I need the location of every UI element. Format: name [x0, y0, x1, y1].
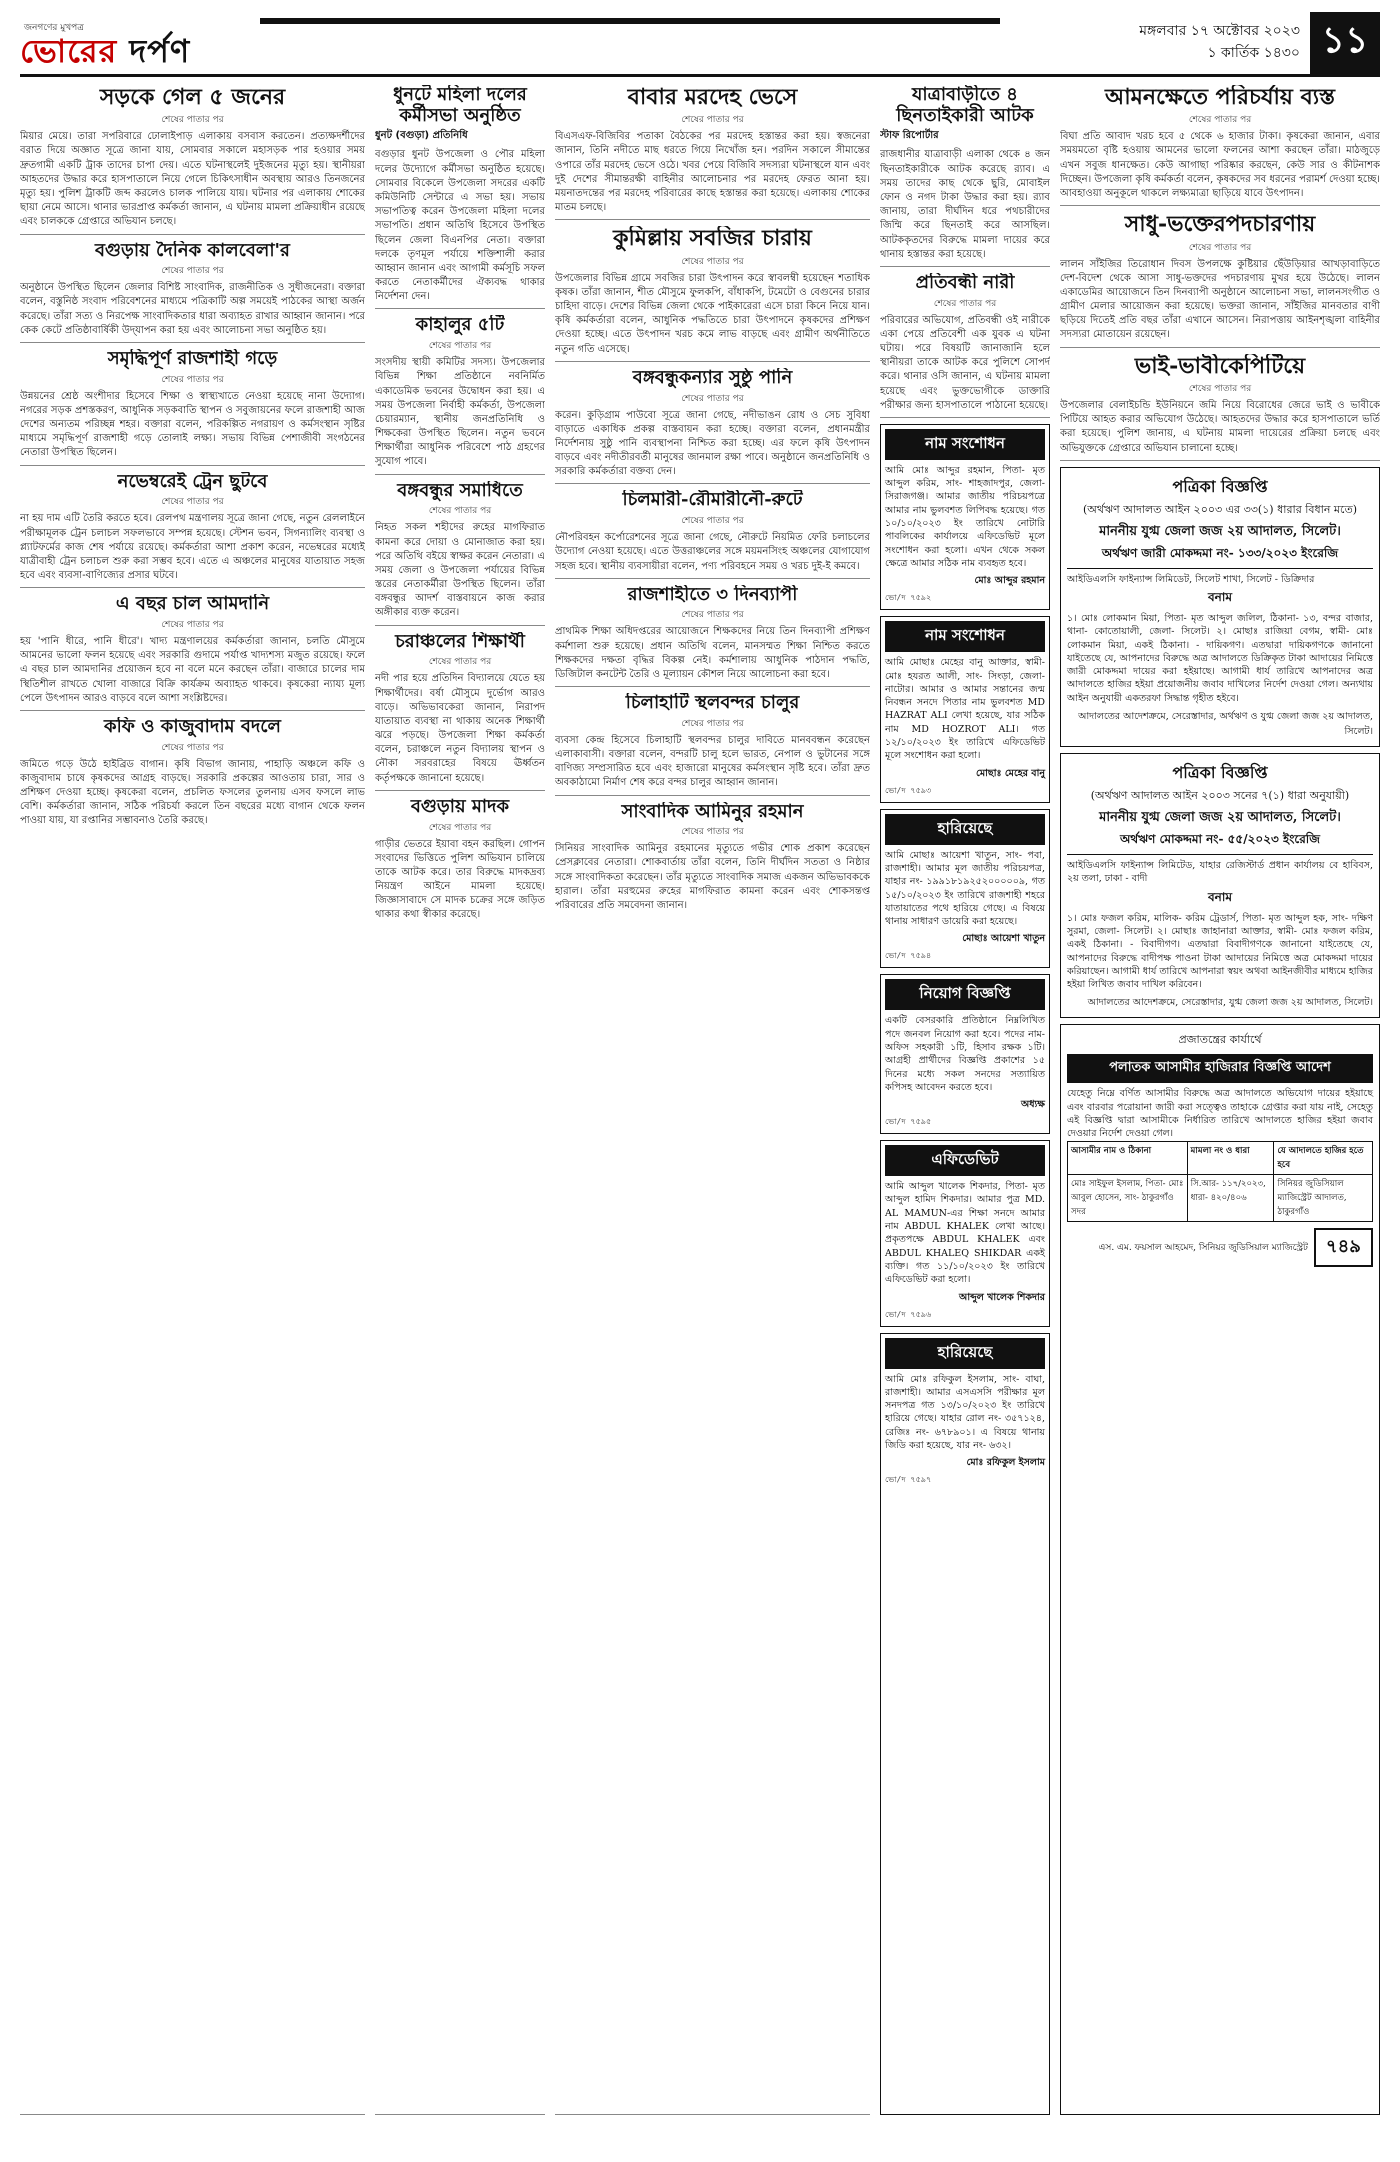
case-number: অর্থঋণ জারী মোকদ্দমা নং- ১৩৩/২০২৩ ইংরেজি — [1067, 545, 1373, 569]
continuation-note: শেষের পাতার পর — [161, 115, 224, 126]
notice-signature: আব্দুল খালেক শিকদার — [959, 1291, 1045, 1303]
court-notice-law: (অর্থঋণ আদালত আইন ২০০৩ এর ৩৩(১) ধারার বিধান মতে) — [1083, 502, 1357, 516]
story-body: লালন সাঁইজির তিরোধান দিবস উপলক্ষে কুষ্টিয়ার ছেঁউড়িয়ার আখড়াবাড়িতে দেশ-বিদেশ থেকে আসা সাধু-ভক্তদের পদচারণায় মুখর হয়ে উঠেছে। লালন একাডেমির আয়োজনে তিন দিনব্যাপী অনুষ্ঠানে আলোচনা সভা, লালনসংগীত ও গ্রামীণ মেলার আয়োজন করা হয়েছে। ভক্তরা জানান, সাঁইজির মানবতার বাণী ছড়িয়ে দিতেই প্রতি বছর তাঁরা এখানে আসেন। নিরাপত্তায় আইনশৃঙ্খলা বাহিনীর সদস্যরা মোতায়েন রয়েছেন। — [1060, 258, 1380, 341]
story-body: রাজধানীর যাত্রাবাড়ী এলাকা থেকে ৪ জন ছিনতাইকারীকে আটক করেছে র‍্যাব। এ সময় তাদের কাছ থেকে ছুরি, মোবাইল ফোন ও নগদ টাকা উদ্ধার করা হয়। র‍্যাব জানায়, তারা দীর্ঘদিন ধরে পথচারীদের জিম্মি করে ছিনতাই করে আসছিল। আটককৃতদের বিরুদ্ধে মামলা দায়ের করে থানায় হস্তান্তর করা হয়েছে। — [880, 149, 1050, 260]
headline: বগুড়ায় দৈনিক কালবেলা'র — [95, 240, 290, 261]
story-body: উপজেলার বেলাইচন্ডি ইউনিয়নে জমি নিয়ে বিরোধের জেরে ভাই ও ভাবীকে পিটিয়ে আহত করার অভিযোগ উঠেছে। আহতদের উদ্ধার করে হাসপাতালে ভর্তি করা হয়েছে। পুলিশ জানায়, এ ঘটনায় মামলা দায়েরের প্রক্রিয়া চলছে এবং অভিযুক্তকে গ্রেপ্তারে অভিযান চালানো হচ্ছে। — [1060, 399, 1380, 454]
notice-signature: মোছাঃ আয়েশা খাতুন — [962, 933, 1045, 945]
notice-body: আমি মোঃ রফিকুল ইসলাম, সাং- বাঘা, রাজশাহী। আমার এসএসসি পরীক্ষার মূল সনদপত্র গত ১৩/১০/২০২৩ ইং তারিখে হারিয়ে গেছে। যাহার রোল নং- ৩৫৭১২৪, রেজিঃ নং- ৬৭৮৯০১। এ বিষয়ে থানায় জিডি করা হয়েছে, যার নং- ৬৩২। — [885, 1373, 1045, 1452]
ad-code: ভো/দ ৭৫৯৫ — [885, 1117, 932, 1127]
story-body: পরিবারের অভিযোগ, প্রতিবন্ধী ওই নারীকে একা পেয়ে প্রতিবেশী এক যুবক এ ঘটনা ঘটায়। পরে বিষয়টি জানাজানি হলে স্থানীয়রা তাকে আটক করে পুলিশে সোপর্দ করে। থানার ওসি জানান, এ ঘটনায় মামলা হয়েছে এবং ভুক্তভোগীকে ডাক্তারি পরীক্ষার জন্য হাসপাতালে পাঠানো হয়েছে। — [880, 314, 1050, 411]
news-story — [375, 797, 545, 2115]
table-header: মামলা নং ও ধারা — [1187, 1141, 1274, 1174]
summons-footer — [1067, 1228, 1373, 1267]
news-story — [555, 802, 870, 2115]
story-body: জমিতে গড়ে উঠে হাইব্রিড বাগান। কৃষি বিভাগ জানায়, পাহাড়ি অঞ্চলে কফি ও কাজুবাদাম চাষে কৃষকদের আগ্রহ বাড়ছে। সরকারি প্রকল্পের আওতায় চারা, সার ও প্রশিক্ষণ দেওয়া হচ্ছে। কৃষকেরা বলেন, প্রচলিত ফসলের তুলনায় এসব ফসলে লাভ বেশি। কর্মকর্তারা জানান, সঠিক পরিচর্যা করলে তিন বছরের মধ্যে বাগান থেকে ফলন পাওয়া যায়, যা রপ্তানির সম্ভাবনাও তৈরি করছে। — [20, 758, 365, 827]
news-story — [1060, 354, 1380, 461]
table-header-row — [1068, 1141, 1373, 1174]
headline: সাংবাদিক আমিনুর রহমান — [621, 801, 804, 822]
issue-date — [1000, 12, 1310, 74]
news-story — [20, 717, 365, 2115]
plaintiff: আইডিএলসি ফাইন্যান্স লিমিডেট, সিলেট শাখা, সিলেট - ডিক্রিদার — [1067, 573, 1315, 585]
headline: ধুনটে মহিলা দলের কর্মীসভা অনুষ্ঠিত — [393, 85, 527, 126]
continuation-note: শেষের পাতার পর — [681, 718, 744, 729]
logo-accent: দর্পণ — [129, 31, 191, 70]
continuation-note: শেষের পাতার পর — [681, 516, 744, 527]
court-notice-law: (অর্থঋণ আদালত আইন ২০০৩ সনের ৭(১) ধারা অনুযায়ী) — [1090, 789, 1350, 803]
news-story — [20, 594, 365, 711]
court-notice-title: পত্রিকা বিজ্ঞপ্তি — [1172, 763, 1268, 783]
continuation-note: শেষের পাতার পর — [161, 374, 224, 385]
headline: কফি ও কাজুবাদাম বদলে — [104, 716, 281, 737]
classified-notice — [880, 974, 1050, 1134]
notice-signature: মোছাঃ মেহের বানু — [976, 767, 1045, 779]
headline: চরাঞ্চলের শিক্ষার্থী — [395, 631, 525, 652]
summons-court-line: প্রজাতন্ত্রের কার্যার্থে — [1178, 1033, 1262, 1047]
news-story — [555, 490, 870, 578]
headline: আমনক্ষেতে পরিচর্যায় ব্যস্ত — [1105, 85, 1335, 110]
page-number: ১১ — [1310, 12, 1380, 74]
summons-heading: পলাতক আসামীর হাজিরার বিজ্ঞপ্তি আদেশ — [1067, 1054, 1373, 1083]
column-2 — [375, 85, 545, 2115]
masthead-rule — [260, 18, 1000, 74]
continuation-note: শেষের পাতার পর — [681, 827, 744, 838]
story-body: অনুষ্ঠানে উপস্থিত ছিলেন জেলার বিশিষ্ট সাংবাদিক, রাজনীতিক ও সুধীজনেরা। বক্তারা বলেন, বস্তুনিষ্ঠ সংবাদ পরিবেশনের মাধ্যমে পত্রিকাটি অল্প সময়েই পাঠকের আস্থা অর্জন করেছে। তাঁরা সত্য ও নিরপেক্ষ সাংবাদিকতার ধারা অব্যাহত রাখার আহ্বান জানান। পরে কেক কেটে প্রতিষ্ঠাবার্ষিকী উদ্‌যাপন করা হয় এবং আলোচনা সভা অনুষ্ঠিত হয়। — [20, 282, 365, 336]
table-cell: সিনিয়র জুডিসিয়াল ম্যাজিস্ট্রেট আদালত, ঠাকুরগাঁও — [1274, 1174, 1373, 1221]
news-story — [555, 226, 870, 361]
story-body: হয় 'পানি ধীরে, পানি ধীরে'। খাদ্য মন্ত্রণালয়ের কর্মকর্তারা জানান, চলতি মৌসুমে আমনের ভালো ফলন হয়েছে এবং সরকারি গুদামে পর্যাপ্ত খাদ্যশস্য মজুত রয়েছে। ফলে এ বছর চাল আমদানির প্রয়োজন হবে না বলে মনে করছেন তাঁরা। বাজারে চালের দাম স্থিতিশীল রাখতে খোলা বাজারে বিক্রি কার্যক্রম অব্যাহত থাকবে। কৃষকেরা ন্যায্য মূল্য পেলে উৎপাদন আরও বাড়বে বলে আশা সংশ্লিষ্টদের। — [20, 635, 365, 704]
continuation-note: শেষের পাতার পর — [428, 657, 492, 668]
newspaper-logo — [20, 31, 260, 70]
notice-body: আমি মোছাঃ আয়েশা খাতুন, সাং- পবা, রাজশাহী। আমার মূল জাতীয় পরিচয়পত্র, যাহার নং- ১৯৯১৮১৯২৫২০০০০০৯, গত ১৫/১০/২০২৩ ইং তারিখে রাজশাহী শহরে যাতায়াতের পথে হারিয়ে গেছে। এ বিষয়ে থানায় সাধারণ ডায়েরি করা হয়েছে। — [885, 849, 1045, 928]
court-notice-body: ১। মোঃ ফজল করিম, মালিক- করিম ট্রেডার্স, পিতা- মৃত আব্দুল হক, সাং- দক্ষিণ সুরমা, জেলা- সিলেট। ২। মোছাঃ জাহানারা আক্তার, স্বামী- মোঃ ফজল করিম, একই ঠিকানা। - বিবাদীগণ। এতদ্বারা বিবাদীগণকে জানানো যাইতেছে যে, আপনাদের বিরুদ্ধে বাদীপক্ষ পাওনা টাকা আদায়ের নিমিত্তে অত্র মোকদ্দমা দায়ের করিয়াছেন। আগামী ধার্য তারিখে আপনারা স্বয়ং অথবা আইনজীবীর মাধ্যমে হাজির হইয়া লিখিত জবাব দাখিল করিবেন। — [1067, 912, 1373, 991]
news-story — [880, 85, 1050, 267]
headline: এ বছর চাল আমদানি — [115, 594, 270, 615]
headline: চিলাহাটি স্থলবন্দর চালুর — [625, 693, 800, 714]
case-number: অর্থঋণ মোকদ্দমা নং- ৫৫/২০২৩ ইংরেজি — [1067, 831, 1373, 855]
continuation-note: শেষের পাতার পর — [161, 619, 224, 630]
classified-notice — [880, 1140, 1050, 1326]
news-story — [555, 368, 870, 485]
notice-heading: নিয়োগ বিজ্ঞপ্তি — [885, 979, 1045, 1010]
court-notice-body: ১। মোঃ লোকমান মিয়া, পিতা- মৃত আব্দুল জলিল, ঠিকানা- ১৩, বন্দর বাজার, থানা- কোতোয়ালী, জেলা- সিলেট। ২। মোছাঃ রাজিয়া বেগম, স্বামী- মোঃ লোকমান মিয়া, একই ঠিকানা। - দায়িকগণ। এতদ্বারা দায়িকগণকে জানানো যাইতেছে যে, আপনাদের বিরুদ্ধে অত্র আদালতে ডিক্রিকৃত টাকা আদায়ের নিমিত্তে জারী মোকদ্দমা দায়ের করা হইয়াছে। আগামী ধার্য তারিখে আপনাদের অত্র আদালতে হাজির হইয়া প্রয়োজনীয় জবাব দাখিলের নির্দেশ দেওয়া গেল। অন্যথায় আইন অনুযায়ী একতরফা সিদ্ধান্ত গৃহীত হইবে। — [1067, 613, 1373, 704]
ad-code: ভো/দ ৭৫৯৪ — [885, 951, 932, 961]
ad-code: ভো/দ ৭৫৯৭ — [885, 1475, 932, 1485]
headline: সড়কে গেল ৫ জনের — [99, 85, 286, 110]
story-body: প্রাথমিক শিক্ষা অধিদপ্তরের আয়োজনে শিক্ষকদের নিয়ে তিন দিনব্যাপী প্রশিক্ষণ কর্মশালা শুরু হয়েছে। প্রধান অতিথি বলেন, মানসম্মত শিক্ষা নিশ্চিত করতে শিক্ষকদের দক্ষতা বৃদ্ধির বিকল্প নেই। কর্মশালায় আধুনিক পাঠদান পদ্ধতি, ডিজিটাল কনটেন্ট তৈরি ও মূল্যায়ন কৌশল নিয়ে আলোচনা করা হবে। — [555, 626, 870, 680]
ad-code: ভো/দ ৭৫৯২ — [885, 593, 932, 603]
classified-notice — [880, 1333, 1050, 2115]
column-1 — [20, 85, 365, 2115]
absconding-accused-notice — [1060, 1024, 1380, 2115]
accused-table — [1067, 1141, 1373, 1222]
news-story — [880, 273, 1050, 418]
story-body: গাড়ীর ভেতরে ইয়াবা বহন করছিল। গোপন সংবাদের ভিত্তিতে পুলিশ অভিযান চালিয়ে তাকে আটক করে। তার বিরুদ্ধে মাদকদ্রব্য নিয়ন্ত্রণ আইনে মামলা হয়েছে। জিজ্ঞাসাবাদে সে মাদক চক্রের সঙ্গে জড়িত থাকার কথা স্বীকার করেছে। — [375, 838, 545, 921]
table-header: যে আদালতে হাজির হতে হবে — [1274, 1141, 1373, 1174]
headline: যাত্রাবাড়ীতে ৪ ছিনতাইকারী আটক — [896, 85, 1034, 126]
continuation-note: শেষের পাতার পর — [1188, 383, 1252, 394]
versus-label: বনাম — [1208, 889, 1232, 904]
news-story — [375, 481, 545, 626]
court-notice-signature: আদালতের আদেশক্রমে, সেরেস্তাদার, যুগ্ম জেলা জজ ২য় আদালত, সিলেট। — [1087, 997, 1373, 1009]
news-story — [375, 315, 545, 474]
continuation-note: শেষের পাতার পর — [1188, 115, 1252, 126]
plaintiff: আইডিএলসি ফাইন্যান্স লিমিটেড, যাহার রেজিস্টার্ড প্রধান কার্যালয় বে হাবিবস, ২য় তলা, ঢাকা - বাদী — [1067, 860, 1373, 885]
summons-signature: এস. এম. ফয়সাল আহমেদ, সিনিয়র জুডিসিয়াল ম্যাজিস্ট্রেট — [1098, 1242, 1308, 1253]
continuation-note: শেষের পাতার পর — [681, 393, 744, 404]
story-body: ব্যবসা কেন্দ্র হিসেবে চিলাহাটি স্থলবন্দর চালুর দাবিতে মানববন্ধন করেছেন এলাকাবাসী। বক্তারা বলেন, বন্দরটি চালু হলে ভারত, নেপাল ও ভুটানের সঙ্গে বাণিজ্য সম্প্রসারিত হবে এবং হাজারো মানুষের কর্মসংস্থান সৃষ্টি হবে। তাঁরা দ্রুত অবকাঠামো নির্মাণ শেষ করে বন্দর চালুর আহ্বান জানান। — [555, 734, 870, 789]
news-story — [20, 472, 365, 589]
court-notice-title: পত্রিকা বিজ্ঞপ্তি — [1172, 476, 1268, 496]
headline: নভেম্বরেই ট্রেন ছুটবে — [117, 471, 268, 492]
ad-code: ভো/দ ৭৫৯৩ — [885, 785, 932, 795]
continuation-note: শেষের পাতার পর — [428, 506, 492, 517]
continuation-note: শেষের পাতার পর — [681, 115, 744, 126]
story-body: নিহত সকল শহীদের রুহের মাগফিরাত কামনা করে দোয়া ও মোনাজাত করা হয়। পরে অতিথি বইয়ে স্বাক্ষর করেন নেতারা। এ সময় জেলা ও উপজেলা পর্যায়ের বিভিন্ন স্তরের নেতাকর্মীরা উপস্থিত ছিলেন। তাঁরা বঙ্গবন্ধুর আদর্শ বাস্তবায়নে কাজ করার অঙ্গীকার ব্যক্ত করেন। — [375, 522, 545, 619]
headline: চিলমারী-রৌমারীনৌ-রুটে — [622, 490, 803, 511]
story-body: উপজেলার বিভিন্ন গ্রামে সবজির চারা উৎপাদন করে স্বাবলম্বী হয়েছেন শতাধিক কৃষক। তাঁরা জানান, শীত মৌসুমে ফুলকপি, বাঁধাকপি, টমেটো ও বেগুনের চারার চাহিদা বাড়ে। দেশের বিভিন্ন জেলা থেকে পাইকারেরা এসে চারা কিনে নিয়ে যান। কৃষি কর্মকর্তারা বলেন, আধুনিক পদ্ধতিতে চারা উৎপাদনে কৃষকদের প্রশিক্ষণ দেওয়া হচ্ছে। এতে উৎপাদন খরচ কমে লাভ বাড়ছে এবং গ্রামীণ অর্থনীতিতে নতুন গতি এসেছে। — [555, 272, 870, 355]
news-story — [20, 241, 365, 343]
table-cell: সি.আর- ১১৭/২০২৩, ধারা- ৪২০/৪০৬ — [1187, 1174, 1274, 1221]
story-body: উন্নয়নের শ্রেষ্ঠ অংশীদার হিসেবে শিক্ষা ও স্বাস্থ্যখাতে নেওয়া হয়েছে নানা উদ্যোগ। নগরের সড়ক প্রশস্তকরণ, আধুনিক সড়কবাতি স্থাপন ও সবুজায়নের ফলে রাজশাহী আজ দেশের অন্যতম পরিচ্ছন্ন শহর। বক্তারা বলেন, পরিকল্পিত নগরায়ণ ও কর্মসংস্থান সৃষ্টির মাধ্যমে সমৃদ্ধিপূর্ণ রাজশাহী গড়ে তোলাই লক্ষ্য। সভায় বিভিন্ন পেশাজীবী সংগঠনের নেতারা উপস্থিত ছিলেন। — [20, 390, 365, 459]
news-story — [1060, 212, 1380, 347]
notice-heading: নাম সংশোধন — [885, 429, 1045, 460]
story-body: নদী পার হয়ে প্রতিদিন বিদ্যালয়ে যেতে হয় শিক্ষার্থীদের। বর্ষা মৌসুমে দুর্ভোগ আরও বাড়ে। অভিভাবকেরা জানান, নিরাপদ যাতায়াত ব্যবস্থা না থাকায় অনেক শিক্ষার্থী ঝরে পড়ছে। উপজেলা শিক্ষা কর্মকর্তা বলেন, চরাঞ্চলে নতুন বিদ্যালয় স্থাপন ও নৌকা সরবরাহের বিষয়ে ঊর্ধ্বতন কর্তৃপক্ষকে জানানো হয়েছে। — [375, 673, 545, 784]
story-body: বগুড়ার ধুনট উপজেলা ও পৌর মহিলা দলের উদ্যোগে কর্মীসভা অনুষ্ঠিত হয়েছে। সোমবার বিকেলে উপজেলা সদরের একটি কমিউনিটি সেন্টারে এ সভা হয়। সভায় সভাপতিত্ব করেন উপজেলা মহিলা দলের সভাপতি। প্রধান অতিথি হিসেবে উপস্থিত ছিলেন জেলা বিএনপির নেতা। বক্তারা দলকে তৃণমূল পর্যায়ে শক্তিশালী করার আহ্বান জানান এবং আগামী কর্মসূচি সফল করতে নেতাকর্মীদের ঐক্যবদ্ধ থাকার নির্দেশনা দেন। — [375, 149, 545, 303]
classified-notice — [880, 809, 1050, 969]
table-cell: মোঃ সাইফুল ইসলাম, পিতা- মোঃ আবুল হোসেন, সাং- ঠাকুরগাঁও সদর — [1068, 1174, 1188, 1221]
continuation-note: শেষের পাতার পর — [681, 256, 744, 267]
continuation-note: শেষের পাতার পর — [428, 341, 492, 352]
news-story — [555, 85, 870, 220]
summons-body: যেহেতু নিম্নে বর্ণিত আসামীর বিরুদ্ধে অত্র আদালতে অভিযোগ দায়ের হইয়াছে এবং বারবার পরোয়ানা জারী করা সত্ত্বেও তাহাকে গ্রেপ্তার করা যায় নাই, সেহেতু এই বিজ্ঞপ্তি দ্বারা আসামীকে নির্ধারিত তারিখে আদালতে হাজির হইয়া জবাব দেওয়ার নির্দেশ দেওয়া গেল। — [1067, 1088, 1373, 1140]
headline: কাহালুর ৫টি — [415, 315, 505, 336]
court-name: মাননীয় যুগ্ম জেলা জজ ২য় আদালত, সিলেট। — [1099, 810, 1341, 826]
newspaper-page — [20, 12, 1380, 2132]
continuation-note: শেষের পাতার পর — [933, 298, 997, 309]
notice-signature: মোঃ রফিকুল ইসলাম — [966, 1457, 1045, 1469]
court-name: মাননীয় যুগ্ম জেলা জজ ২য় আদালত, সিলেট। — [1099, 523, 1341, 539]
headline: সমৃদ্ধিপূর্ণ রাজশাহী গড়ে — [107, 349, 278, 370]
table-row — [1068, 1174, 1373, 1221]
news-story — [375, 85, 545, 309]
issue-date-bengali: ১ কার্তিক ১৪৩০ — [1207, 45, 1300, 62]
continuation-note: শেষের পাতার পর — [161, 497, 224, 508]
byline: স্টাফ রিপোর্টার — [880, 130, 939, 142]
headline: রাজশাহীতে ৩ দিনব্যাপী — [627, 584, 798, 605]
court-notice-signature: আদালতের আদেশক্রমে, সেরেস্তাদার, অর্থঋণ ও যুগ্ম জেলা জজ ২য় আদালত, সিলেট। — [1078, 711, 1373, 738]
story-body: করেন। কুড়িগ্রাম পাউবো সূত্রে জানা গেছে, নদীভাঙন রোধ ও সেচ সুবিধা বাড়াতে একাধিক প্রকল্প বাস্তবায়ন করা হচ্ছে। বক্তারা বলেন, প্রধানমন্ত্রীর নির্দেশনায় সুষ্ঠু পানি ব্যবস্থাপনা নিশ্চিত করা হচ্ছে। এর ফলে কৃষি উৎপাদন বাড়বে এবং নদীতীরবর্তী মানুষের জানমাল রক্ষা পাবে। অনুষ্ঠানে জনপ্রতিনিধি ও সরকারি কর্মকর্তারা বক্তব্য দেন। — [555, 409, 870, 478]
story-body: বিএসএফ-বিজিবির পতাকা বৈঠকের পর মরদেহ হস্তান্তর করা হয়। স্বজনেরা জানান, তিনি নদীতে মাছ ধরতে গিয়ে নিখোঁজ হন। পরদিন সকালে সীমান্তের ওপারে তাঁর মরদেহ ভেসে ওঠে। খবর পেয়ে বিজিবি সদস্যরা ঘটনাস্থলে যান এবং দুই দেশের সীমান্তরক্ষী বাহিনীর আলোচনার পর মরদেহ ফেরত আনা হয়। ময়নাতদন্তের পর মরদেহ পরিবারের কাছে হস্তান্তর করা হয়েছে। এলাকায় শোকের মাতম চলছে। — [555, 131, 870, 214]
versus-label: বনাম — [1208, 590, 1232, 604]
continuation-note: শেষের পাতার পর — [161, 742, 224, 753]
news-story — [555, 585, 870, 687]
continuation-note: শেষের পাতার পর — [428, 822, 492, 833]
logo-block — [20, 12, 260, 74]
story-body: বিঘা প্রতি আবাদ খরচ হবে ৫ থেকে ৬ হাজার টাকা। কৃষকেরা জানান, এবার সময়মতো বৃষ্টি হওয়ায় আমনের ভালো ফলনের আশা করছেন তাঁরা। মাঠজুড়ে এখন সবুজ ধানক্ষেত। কেউ আগাছা পরিষ্কার করছেন, কেউ সার ও কীটনাশক দিচ্ছেন। উপজেলা কৃষি কর্মকর্তা বলেন, কৃষকদের সব ধরনের পরামর্শ দেওয়া হচ্ছে। আবহাওয়া অনুকূলে থাকলে লক্ষ্যমাত্রা ছাড়িয়ে যাবে উৎপাদন। — [1060, 131, 1380, 200]
table-header: আসামীর নাম ও ঠিকানা — [1068, 1141, 1188, 1174]
ad-code: ভো/দ ৭৫৯৬ — [885, 1309, 932, 1319]
headline: বঙ্গবন্ধুর সমাধিতে — [397, 480, 523, 501]
classified-notice — [880, 424, 1050, 610]
notice-heading: হারিয়েছে — [885, 814, 1045, 845]
story-body: মিয়ার মেয়ে। তারা সপরিবারে ঢোলাইপাড় এলাকায় বসবাস করতেন। প্রত্যক্ষদর্শীদের বরাত দিয়ে অজ্ঞাত সূত্রে জানা যায়, সোমবার সকালে মহাসড়ক পার হওয়ার সময় দ্রুতগামী একটি ট্রাক তাদের চাপা দেয়। এতে ঘটনাস্থলেই দুইজনের মৃত্যু হয়। স্থানীয়রা আহতদের উদ্ধার করে হাসপাতালে নিয়ে গেলে চিকিৎসাধীন অবস্থায় আরও তিনজনের মৃত্যু হয়। পুলিশ ট্রাকটি জব্দ করলেও চালক পালিয়ে যায়। ঘটনার পর এলাকায় শোকের ছায়া নেমে আসে। থানার ভারপ্রাপ্ত কর্মকর্তা জানান, এ ঘটনায় মামলা প্রক্রিয়াধীন রয়েছে এবং চালককে গ্রেপ্তারে অভিযান চলছে। — [20, 131, 365, 228]
notice-heading: নাম সংশোধন — [885, 621, 1045, 652]
continuation-note: শেষের পাতার পর — [161, 266, 224, 277]
notice-body: একটি বেসরকারি প্রতিষ্ঠানে নিম্নলিখিত পদে জনবল নিয়োগ করা হবে। পদের নাম- অফিস সহকারী ১টি, হিসাব রক্ষক ১টি। আগ্রহী প্রার্থীদের বিজ্ঞপ্তি প্রকাশের ১৫ দিনের মধ্যে সকল সনদের সত্যায়িত কপিসহ আবেদন করতে হবে। — [885, 1015, 1045, 1093]
court-notice — [1060, 467, 1380, 747]
notice-body: আমি আব্দুল খালেক শিকদার, পিতা- মৃত আব্দুল হামিদ শিকদার। আমার পুত্র MD. AL MAMUN-এর শিক্ষা সনদে আমার নাম ABDUL KHALEK লেখা আছে। প্রকৃতপক্ষে ABDUL KHALEK এবং ABDUL KHALEQ SHIKDAR একই ব্যক্তি। গত ১১/১০/২০২৩ ইং তারিখে এফিডেভিট করা হলো। — [885, 1181, 1045, 1286]
news-story — [555, 693, 870, 795]
continuation-note: শেষের পাতার পর — [681, 610, 744, 621]
notice-signature: মোঃ আব্দুর রহমান — [974, 575, 1045, 587]
news-story — [20, 349, 365, 466]
byline: ধুনট (বগুড়া) প্রতিনিধি — [375, 130, 468, 142]
column-4 — [880, 85, 1050, 2115]
headline: বঙ্গবন্ধুকন্যার সুষ্ঠু পানি — [632, 367, 793, 388]
story-body: সিনিয়র সাংবাদিক আমিনুর রহমানের মৃত্যুতে গভীর শোক প্রকাশ করেছেন প্রেসক্লাবের নেতারা। শোকবার্তায় তাঁরা বলেন, তিনি দীর্ঘদিন সততা ও নিষ্ঠার সঙ্গে সাংবাদিকতা করেছেন। তাঁর মৃত্যুতে সাংবাদিক সমাজ একজন অভিভাবককে হারাল। তাঁরা মরহুমের রুহের মাগফিরাত কামনা করেন এবং শোকসন্তপ্ত পরিবারের প্রতি সমবেদনা জানান। — [555, 843, 870, 912]
news-story — [375, 632, 545, 791]
notice-heading: এফিডেভিট — [885, 1145, 1045, 1176]
story-body: না হয় দাম এটি তৈরি করতে হবে। রেলপথ মন্ত্রণালয় সূত্রে জানা গেছে, নতুন রেললাইনে পরীক্ষামূলক ট্রেন চলাচল সফলভাবে সম্পন্ন হয়েছে। স্টেশন ভবন, সিগন্যালিং ব্যবস্থা ও প্ল্যাটফর্মের কাজ শেষ পর্যায়ে রয়েছে। কর্মকর্তারা আশা প্রকাশ করেন, নভেম্বরের মধ্যেই যাত্রীবাহী ট্রেন চলাচল শুরু করা সম্ভব হবে। এতে এ অঞ্চলের মানুষের যাতায়াত সহজ হবে এবং ব্যবসা-বাণিজ্যের প্রসার ঘটবে। — [20, 513, 365, 582]
masthead — [20, 12, 1380, 77]
story-body: নৌপরিবহন কর্পোরেশনের সূত্রে জানা গেছে, নৌরুটে নিয়মিত ফেরি চলাচলের উদ্যোগ নেওয়া হয়েছে। এতে উত্তরাঞ্চলের সঙ্গে ময়মনসিংহ অঞ্চলের যোগাযোগ সহজ হবে। স্থানীয় ব্যবসায়ীরা বলেন, পণ্য পরিবহনে সময় ও খরচ দুই-ই কমবে। — [555, 532, 870, 572]
notice-body: আমি মোছাঃ মেহের বানু আক্তার, স্বামী- মোঃ হযরত আলী, সাং- সিংড়া, জেলা- নাটোর। আমার ও আমার সন্তানের জন্ম নিবন্ধন সনদে পিতার নাম ভুলবশত MD HAZRAT ALI লেখা হয়েছে, যার সঠিক নাম MD HOZROT ALI। গত ১২/১০/২০২৩ ইং তারিখে এফিডেভিট মূলে সংশোধন করা হলো। — [885, 657, 1045, 762]
logo-main: ভোরের — [20, 31, 118, 70]
news-story — [20, 85, 365, 235]
notice-heading: হারিয়েছে — [885, 1338, 1045, 1369]
headline: ভাই-ভাবীকেপিটিয়ে — [1134, 353, 1306, 379]
court-notice — [1060, 753, 1380, 1018]
columns — [20, 85, 1380, 2115]
column-3 — [555, 85, 870, 2115]
continuation-note: শেষের পাতার পর — [1188, 242, 1252, 253]
notice-body: আমি মোঃ আব্দুর রহমান, পিতা- মৃত আব্দুল করিম, সাং- শাহজাদপুর, জেলা- সিরাজগঞ্জ। আমার জাতীয় পরিচয়পত্রে আমার নাম ভুলবশত লিপিবদ্ধ হয়েছে। গত ১০/১০/২০২৩ ইং তারিখে নোটারি পাবলিকের কার্যালয়ে এফিডেভিট মূলে সংশোধন করা হলো। এখন থেকে সকল ক্ষেত্রে আমার সঠিক নাম ব্যবহৃত হবে। — [885, 464, 1045, 569]
notice-signature: অধ্যক্ষ — [1020, 1099, 1045, 1111]
column-5 — [1060, 85, 1380, 2115]
headline: বগুড়ায় মাদক — [410, 796, 510, 817]
news-story — [1060, 85, 1380, 206]
issue-date-gregorian: মঙ্গলবার ১৭ অক্টোবর ২০২৩ — [1139, 23, 1300, 39]
headline: সাধু-ভক্তেরপদচারণায় — [1124, 212, 1316, 238]
classified-notice — [880, 616, 1050, 802]
logo-tagline: জনগণের মুখপত্র — [24, 22, 84, 33]
story-body: সংসদীয় স্থায়ী কমিটির সদস্য। উপজেলার বিভিন্ন শিক্ষা প্রতিষ্ঠানে নবনির্মিত একাডেমিক ভবনের উদ্বোধন করা হয়। এ সময় উপজেলা নির্বাহী কর্মকর্তা, উপজেলা চেয়ারম্যান, স্থানীয় জনপ্রতিনিধি ও শিক্ষকেরা উপস্থিত ছিলেন। নতুন ভবনে শিক্ষার্থীরা আধুনিক পরিবেশে পাঠ গ্রহণের সুযোগ পাবে। — [375, 357, 545, 468]
headline: প্রতিবন্ধী নারী — [915, 272, 1015, 293]
headline: কুমিল্লায় সবজির চারায় — [613, 226, 812, 252]
headline: বাবার মরদেহ ভেসে — [627, 85, 798, 110]
ad-stamp: ৭৪৯ — [1314, 1228, 1373, 1267]
